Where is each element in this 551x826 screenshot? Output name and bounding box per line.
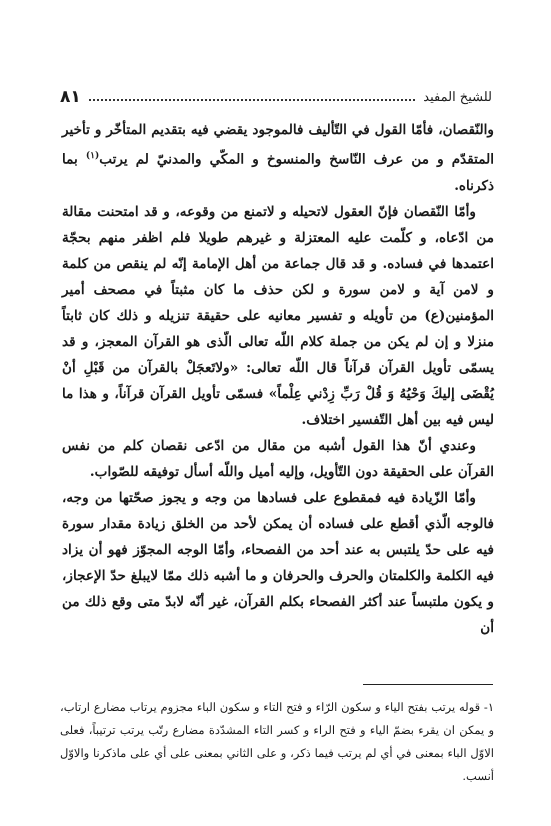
page-number: ٨١ bbox=[60, 87, 81, 107]
paragraph-4: وأمّا الزّيادة فيه فمقطوع على فسادها من وجه و يجوز صحّتها من وجه، فالوجه الّذي أقطع على فساده أن يمكن لأحد من الخلق زيادة مقدار سورة فيه على حدّ يلتبس به عند أحد من الفصحاء، وأمّا الوجه المجوّز فهو أن يزاد فيه الكلمة والكلمتان والحرف والحرفان و ما أشبه ذلك ممّا لايبلغ حدّ الإعجاز، و يكون ملتبساً عند أكثر الفصحاء بكلم القرآن، غير أنّه لابدّ متى وقع ذلك من أن bbox=[62, 489, 494, 636]
body-text bbox=[62, 117, 494, 641]
header-dotted-leader bbox=[89, 99, 416, 101]
paragraph-2: وأمّا النّقصان فإنّ العقول لاتحيله و لاتمنع من وقوعه، و قد امتحنت مقالة من ادّعاه، و كلّمت عليه المعتزلة و غيرهم طويلا فلم اظفر منهم بحجّة اعتمدها في فساده. و قد قال جماعة من أهل الإمامة إنّه لم ينقص من كلمة و لامن آية و لامن سورة و لكن حذف ما كان مثبتاً في مصحف أمير المؤمنين(ع) من تأويله و تفسير معانيه على حقيقة تنزيله و ذلك كان ثابتاً منزلا و إن لم يكن من جملة كلام اللّه تعالى الّذى هو القرآن المعجز، و قد يسمّى تأويل القرآن قرآناً قال اللّه تعالى: «ولاتَعجَلْ بالقرآن من قَبْلِ أنْ يُقْضَى إليكَ وَحْيُهُ وَ قُلْ رَبِّ زِدْني عِلْماً» فسمّى تأويل القرآن قرآناً، و هذا ما ليس فيه بين أهل التّفسير اختلاف. bbox=[62, 203, 494, 428]
footnotes bbox=[60, 696, 494, 788]
footnote-reference: (١) bbox=[85, 151, 100, 161]
paragraph-1-text: والنّقصان، فأمّا القول في التّأليف فالموجود يقضي فيه بتقديم المتأخّر و تأخير المتقدّم و من عرف النّاسخ والمنسوخ و المكّي والمدنيّ لم يرتب bbox=[62, 122, 495, 168]
footnote-1: ١- قوله يرتب بفتح الياء و سكون الرّاء و فتح التاء و سكون الباء مجزوم يرتاب مضارع ارتاب، و يمكن ان يقرء بضمّ الياء و فتح الراء و كسر التاء المشدّدة مضارع رتّب يرتب ترتيباً، فعلى الاوّل الباء بمعنى في أي لم يرتب فيما ذكر، و على الثاني بمعنى على أي على ماذكرنا والاوّل أنسب. bbox=[60, 700, 494, 783]
running-title: للشيخ المفيد bbox=[423, 89, 492, 105]
paragraph-3: وعندي أنّ هذا القول أشبه من مقال من ادّعى نقصان كلم من نفس القرآن على الحقيقة دون التّأويل، وإليه أميل واللّه أسأل توفيقه للصّواب. bbox=[62, 437, 494, 480]
paragraph-1-tail: بما ذكرناه. bbox=[62, 151, 494, 194]
page-header bbox=[60, 86, 492, 108]
paragraph-1 bbox=[62, 117, 494, 199]
footnote-separator bbox=[363, 684, 493, 685]
